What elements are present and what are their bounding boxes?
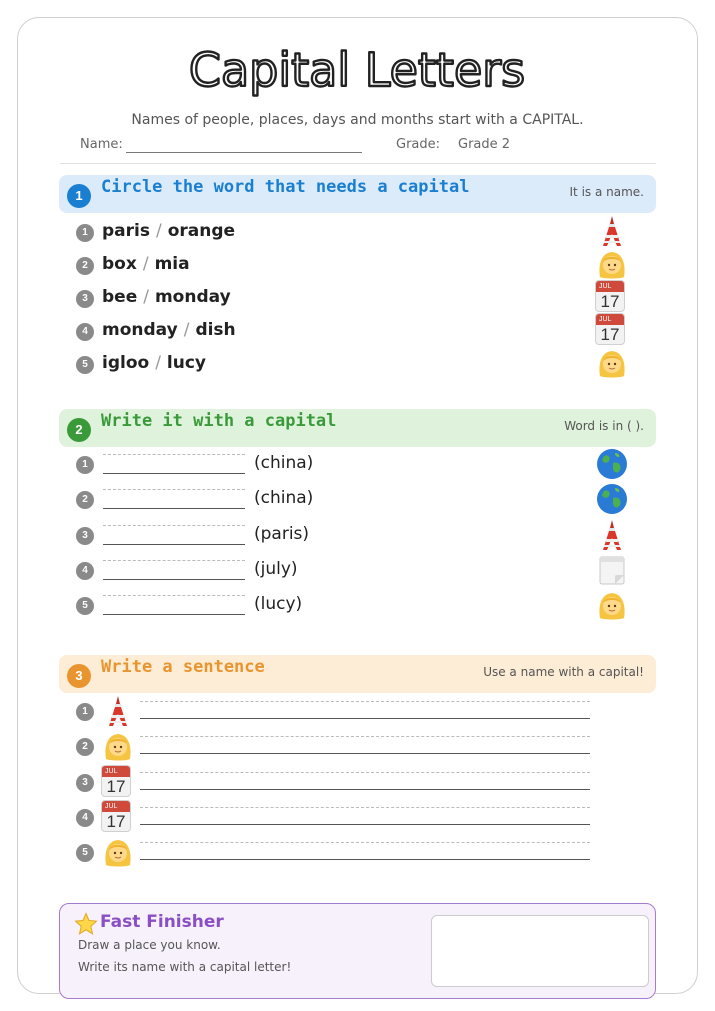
- section-1-hint: It is a name.: [569, 185, 644, 199]
- calendar-month: JUL: [102, 801, 130, 812]
- calendar-day: 17: [600, 325, 620, 344]
- item-number: 5: [76, 597, 94, 615]
- word-option[interactable]: mia: [154, 254, 190, 274]
- word-option[interactable]: igloo: [102, 353, 150, 373]
- sentence-line[interactable]: [140, 736, 590, 754]
- header-divider: [60, 163, 656, 164]
- word-option[interactable]: orange: [167, 221, 236, 241]
- globe-icon: [595, 482, 629, 516]
- name-label: Name:: [80, 137, 123, 152]
- tokyo-tower-icon: [101, 694, 135, 728]
- answer-line[interactable]: [103, 595, 245, 615]
- item-number: 5: [76, 844, 94, 862]
- given-word: (china): [254, 453, 314, 473]
- separator: /: [142, 254, 149, 274]
- calendar-icon: [595, 280, 625, 312]
- item-number: 4: [76, 809, 94, 827]
- item-number: 1: [76, 456, 94, 474]
- word-option[interactable]: dish: [195, 320, 236, 340]
- given-word: (lucy): [254, 594, 303, 614]
- star-icon: [74, 912, 98, 936]
- grade-value: Grade 2: [458, 137, 511, 152]
- page-subtitle: Names of people, places, days and months start with a CAPITAL.: [131, 112, 584, 128]
- calendar-month: JUL: [596, 281, 624, 292]
- calendar-month: JUL: [596, 314, 624, 325]
- section-2-title: Write it with a capital: [101, 411, 337, 431]
- item-number: 1: [76, 703, 94, 721]
- calendar-icon: [101, 765, 131, 797]
- calendar-day: 17: [600, 292, 620, 311]
- given-word: (paris): [254, 524, 310, 544]
- section-3-title: Write a sentence: [101, 657, 265, 677]
- given-word: (china): [254, 488, 314, 508]
- item-number: 2: [76, 257, 94, 275]
- fast-finisher-instruction-2: Write its name with a capital letter!: [78, 960, 292, 974]
- item-number: 3: [76, 527, 94, 545]
- word-option[interactable]: lucy: [166, 353, 207, 373]
- section-2-number: 2: [67, 418, 91, 442]
- item-number: 4: [76, 562, 94, 580]
- drawing-area[interactable]: [431, 915, 649, 987]
- title-svg: [0, 36, 715, 116]
- section-1-title: Circle the word that needs a capital: [101, 177, 470, 197]
- separator: /: [143, 287, 149, 307]
- fast-finisher-box: [59, 903, 656, 999]
- item-number: 3: [76, 290, 94, 308]
- answer-line[interactable]: [103, 525, 245, 545]
- girl-icon: [595, 346, 629, 380]
- word-choice-row: [102, 320, 236, 340]
- globe-icon: [595, 447, 629, 481]
- item-number: 4: [76, 323, 94, 341]
- girl-icon: [595, 588, 629, 622]
- girl-icon: [101, 835, 135, 869]
- section-1-number: 1: [67, 184, 91, 208]
- calendar-icon: [595, 313, 625, 345]
- title-block: [0, 36, 715, 116]
- section-3-hint: Use a name with a capital!: [483, 665, 644, 679]
- fast-finisher-instruction-1: Draw a place you know.: [78, 938, 221, 952]
- calendar-day: 17: [106, 777, 126, 796]
- calendar-month: JUL: [102, 766, 130, 777]
- given-word: (july): [254, 559, 298, 579]
- item-number: 5: [76, 356, 94, 374]
- answer-line[interactable]: [103, 454, 245, 474]
- word-choice-row: [102, 254, 190, 274]
- word-option[interactable]: monday: [102, 320, 178, 340]
- word-option[interactable]: box: [102, 254, 137, 274]
- item-number: 3: [76, 774, 94, 792]
- answer-line[interactable]: [103, 489, 245, 509]
- grade-label: Grade:: [396, 137, 441, 152]
- page-title: Capital Letters: [188, 43, 526, 97]
- word-choice-row: [102, 353, 206, 373]
- fast-finisher-title: Fast Finisher: [100, 912, 224, 932]
- sentence-line[interactable]: [140, 772, 590, 790]
- name-field[interactable]: [126, 152, 362, 153]
- word-option[interactable]: bee: [102, 287, 138, 307]
- item-number: 2: [76, 738, 94, 756]
- girl-icon: [101, 729, 135, 763]
- sentence-line[interactable]: [140, 701, 590, 719]
- separator: /: [155, 221, 162, 241]
- section-2-header: [59, 409, 656, 447]
- answer-line[interactable]: [103, 560, 245, 580]
- item-number: 2: [76, 491, 94, 509]
- separator: /: [183, 320, 190, 340]
- tokyo-tower-icon: [595, 518, 629, 552]
- calendar-day: 17: [106, 812, 126, 831]
- sentence-line[interactable]: [140, 842, 590, 860]
- calendar-icon: [101, 800, 131, 832]
- section-1-header: [59, 175, 656, 213]
- section-3-number: 3: [67, 664, 91, 688]
- section-3-header: [59, 655, 656, 693]
- separator: /: [155, 353, 161, 373]
- item-number: 1: [76, 224, 94, 242]
- word-option[interactable]: paris: [102, 221, 150, 241]
- tokyo-tower-icon: [595, 214, 629, 248]
- word-choice-row: [102, 287, 231, 307]
- word-choice-row: [102, 221, 235, 241]
- section-2-hint: Word is in ( ).: [564, 419, 644, 433]
- girl-icon: [595, 247, 629, 281]
- word-option[interactable]: monday: [154, 287, 231, 307]
- sentence-line[interactable]: [140, 807, 590, 825]
- calendar-page-icon: [595, 553, 629, 587]
